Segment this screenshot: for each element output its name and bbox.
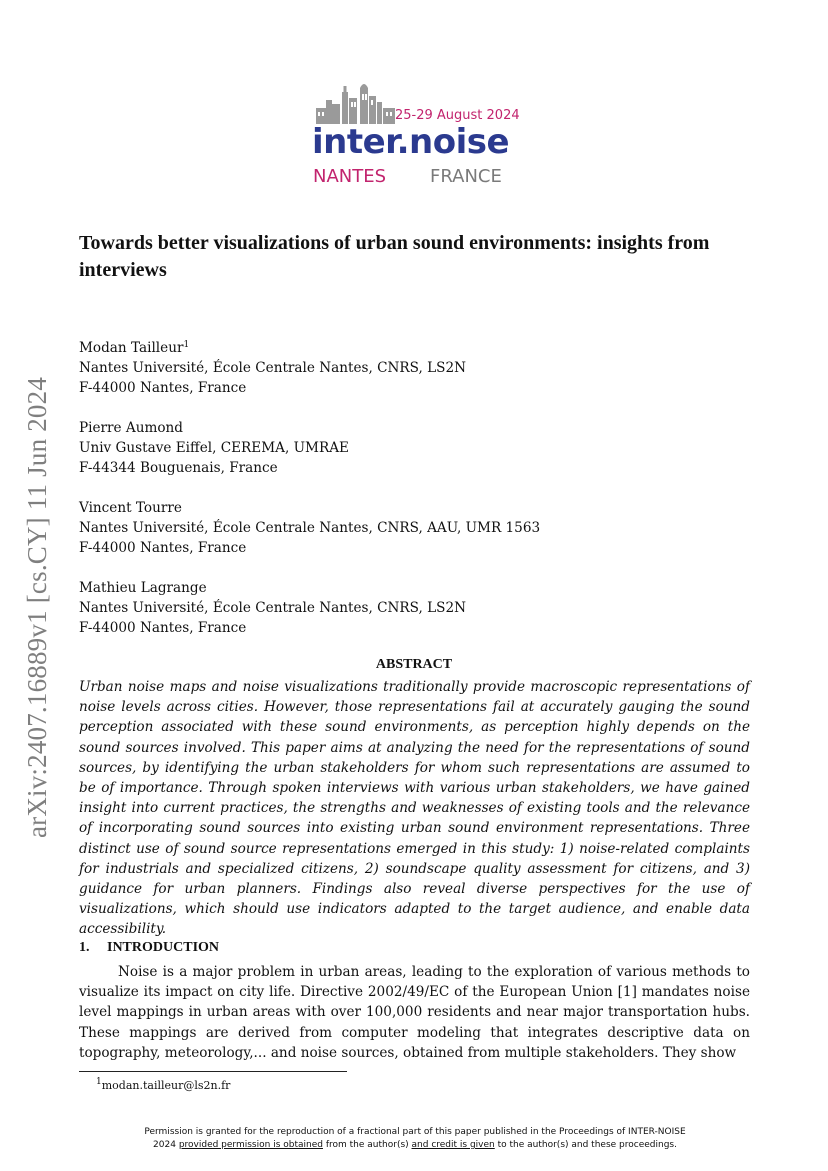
author-address: F-44000 Nantes, France [79, 620, 247, 636]
author-name: Vincent Tourre [79, 500, 182, 516]
footnote-mark: 1 [183, 340, 190, 350]
footnote-email[interactable]: modan.tailleur@ls2n.fr [101, 1079, 231, 1092]
credit-link[interactable]: and credit is given [411, 1140, 495, 1150]
abstract-text: Urban noise maps and noise visualizations traditionally provide macroscopic representations of noise levels across cities. However, those representations fail at accurately gauging the sound perception associated with these sound environments, as perception highly depends on the sound sources involved. This paper aims at analyzing the need for the representations of sound sources, by identifying the urban stakeholders for whom such representations are assumed to be of importance. Through spoken interviews with various urban stakeholders, we have gained insight into current practices, the strengths and weaknesses of existing tools and the relevance of incorporating sound sources into existing urban sound environment representations. Three distinct use of sound source representations emerged in this study: 1) noise-related complaints for industrials and specialized citizens, 2) soundscape quality assessment for citizens, and 3) guidance for urban planners. Findings also reveal diverse perspectives for the use of visualizations, which should use indicators adapted to the target audience, and enable data accessibility. [79, 679, 750, 938]
author-address: F-44000 Nantes, France [79, 540, 247, 556]
section-number: 1. [79, 940, 90, 955]
author-affiliation: Nantes Université, École Centrale Nantes, CNRS, AAU, UMR 1563 [79, 520, 541, 536]
conference-name: inter.noise [312, 122, 510, 162]
author-block [79, 498, 759, 558]
conference-dates: 25-29 August 2024 [395, 108, 520, 123]
arxiv-identifier: arXiv:2407.16889v1 [cs.CY] 11 Jun 2024 [22, 376, 53, 839]
section-title: INTRODUCTION [107, 940, 220, 955]
skyline-icon [316, 78, 396, 124]
author-list [79, 338, 759, 658]
section-heading [79, 940, 219, 956]
footnote-mark: 1 [96, 1077, 102, 1087]
author-name: Pierre Aumond [79, 420, 184, 436]
permission-link[interactable]: provided permission is obtained [178, 1140, 323, 1150]
conference-city: NANTES [313, 166, 387, 187]
author-block [79, 338, 759, 398]
author-affiliation: Univ Gustave Eiffel, CEREMA, UMRAE [79, 440, 349, 456]
author-name: Mathieu Lagrange [79, 580, 207, 596]
conference-logo [310, 78, 525, 190]
author-block [79, 578, 759, 638]
introduction-paragraph: Noise is a major problem in urban areas, leading to the exploration of various methods to visualize its impact on city life. Directive 2002/49/EC of the European Union [1] mandates noise level mappings in urban areas with over 100,000 residents and near major transportation hubs. These mappings are derived from computer modeling that integrates descriptive data on topography, meteorology,... and noise sources, obtained from multiple stakeholders. They show [79, 964, 750, 1061]
conference-country: FRANCE [430, 166, 502, 187]
author-block [79, 418, 759, 478]
footnote-divider [79, 1071, 347, 1072]
permission-text: to the author(s) and these proceedings. [497, 1140, 677, 1150]
abstract-heading: ABSTRACT [375, 657, 453, 672]
author-address: F-44344 Bouguenais, France [79, 460, 278, 476]
permission-text: from the author(s) [325, 1140, 409, 1150]
permission-text: Permission is granted for the reproduction of a fractional part of this paper published in the Proceedings of INTER-NOISE [144, 1127, 686, 1137]
permission-year: 2024 [153, 1140, 176, 1150]
paper-title: Towards better visualizations of urban sound environments: insights from interviews [79, 232, 710, 281]
footnote [96, 1079, 230, 1092]
author-affiliation: Nantes Université, École Centrale Nantes, CNRS, LS2N [79, 360, 466, 376]
author-name: Modan Tailleur [79, 340, 184, 356]
author-address: F-44000 Nantes, France [79, 380, 247, 396]
permission-notice [100, 1126, 730, 1152]
arxiv-stamp [18, 365, 58, 850]
author-affiliation: Nantes Université, École Centrale Nantes, CNRS, LS2N [79, 600, 466, 616]
